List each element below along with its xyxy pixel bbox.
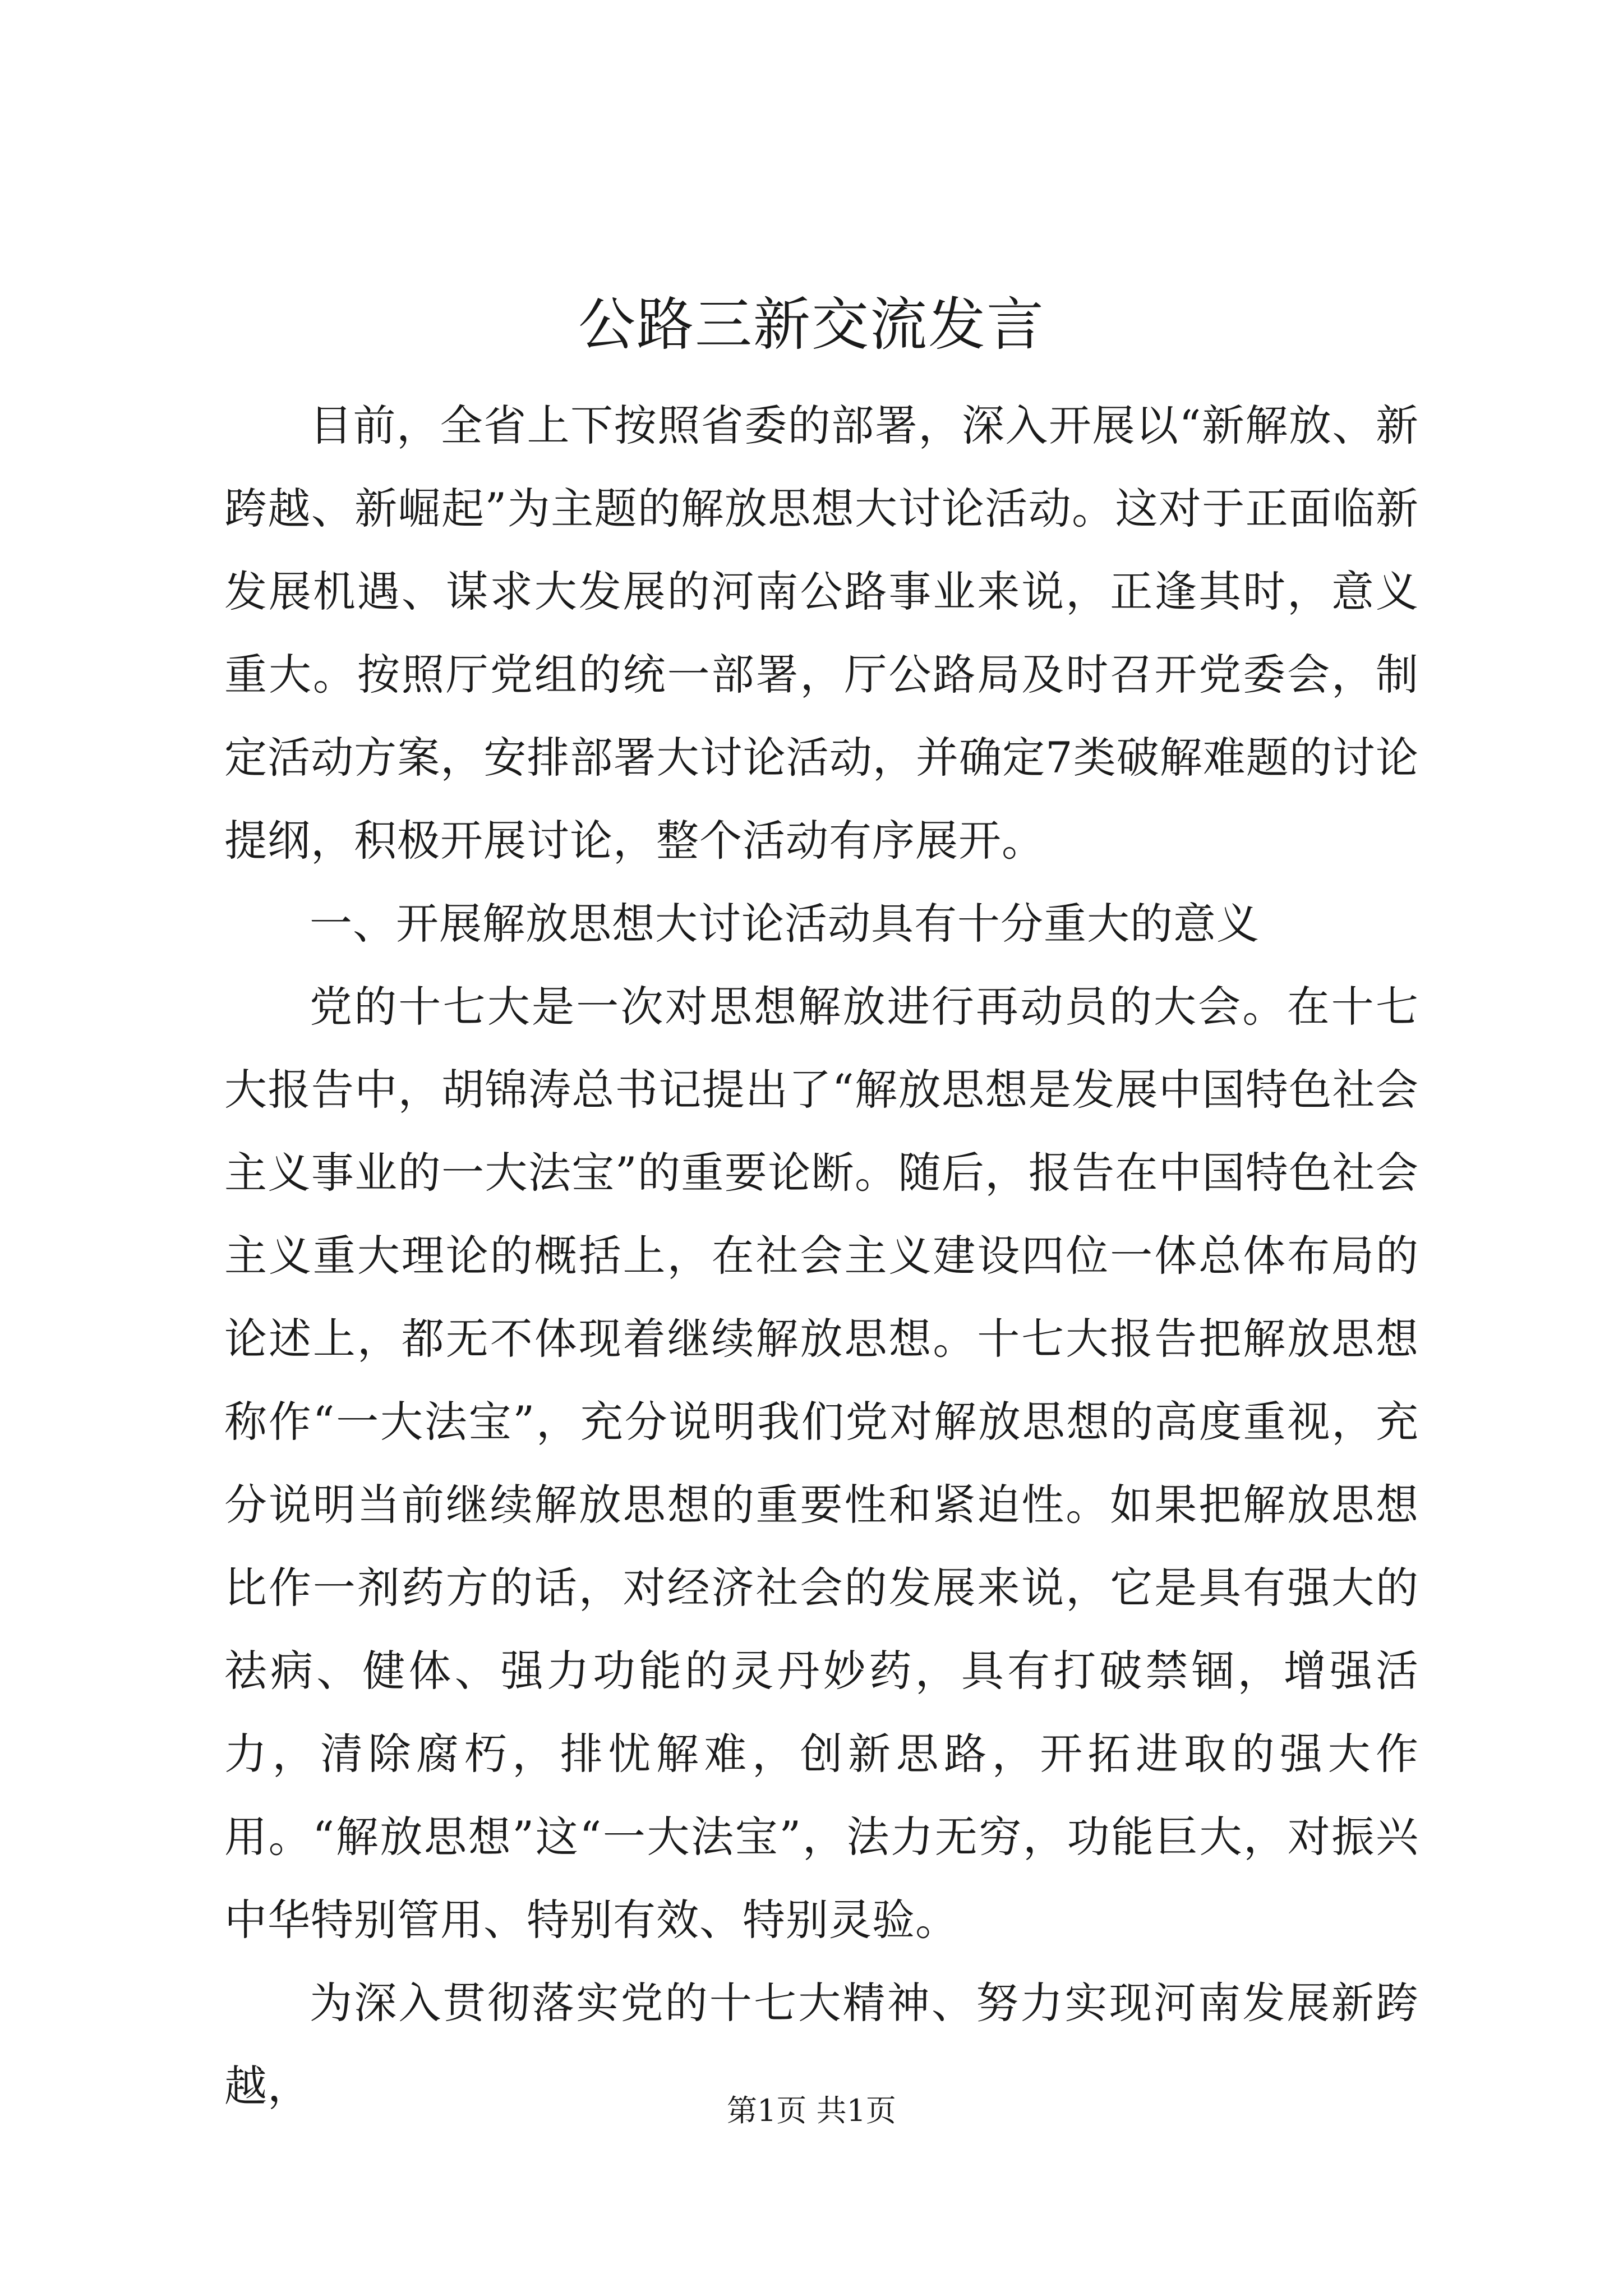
page-footer: 第1页 共1页 [727,2093,896,2128]
paragraph-intro: 目前，全省上下按照省委的部署，深入开展以“新解放、新跨越、新崛起”为主题的解放思想大讨论活动。这对于正面临新发展机遇、谋求大发展的河南公路事业来说，正逢其时，意义重大。按照厅党组的统一部署，厅公路局及时召开党委会，制定活动方案，安排部署大讨论活动，并确定7类破解难题的讨论提纲，积极开展讨论，整个活动有序展开。 [224,401,1419,866]
document-body [224,384,1419,2128]
document-title: 公路三新交流发言 [578,292,1045,358]
paragraph-section-1: 党的十七大是一次对思想解放进行再动员的大会。在十七大报告中，胡锦涛总书记提出了“解放思想是发展中国特色社会主义事业的一大法宝”的重要论断。随后，报告在中国特色社会主义重大理论的概括上，在社会主义建设四位一体总体布局的论述上，都无不体现着继续解放思想。十七大报告把解放思想称作“一大法宝”，充分说明我们党对解放思想的高度重视，充分说明当前继续解放思想的重要性和紧迫性。如果把解放思想比作一剂药方的话，对经济社会的发展来说，它是具有强大的祛病、健体、强力功能的灵丹妙药，具有打破禁锢，增强活力，清除腐朽，排忧解难，创新思路，开拓进取的强大作用。“解放思想”这“一大法宝”，法力无穷，功能巨大，对振兴中华特别管用、特别有效、特别灵验。 [224,982,1419,1945]
paragraph-continued: 为深入贯彻落实党的十七大精神、努力实现河南发展新跨越， [224,1978,1419,2111]
section-heading-1: 一、开展解放思想大讨论活动具有十分重大的意义 [310,899,1260,949]
